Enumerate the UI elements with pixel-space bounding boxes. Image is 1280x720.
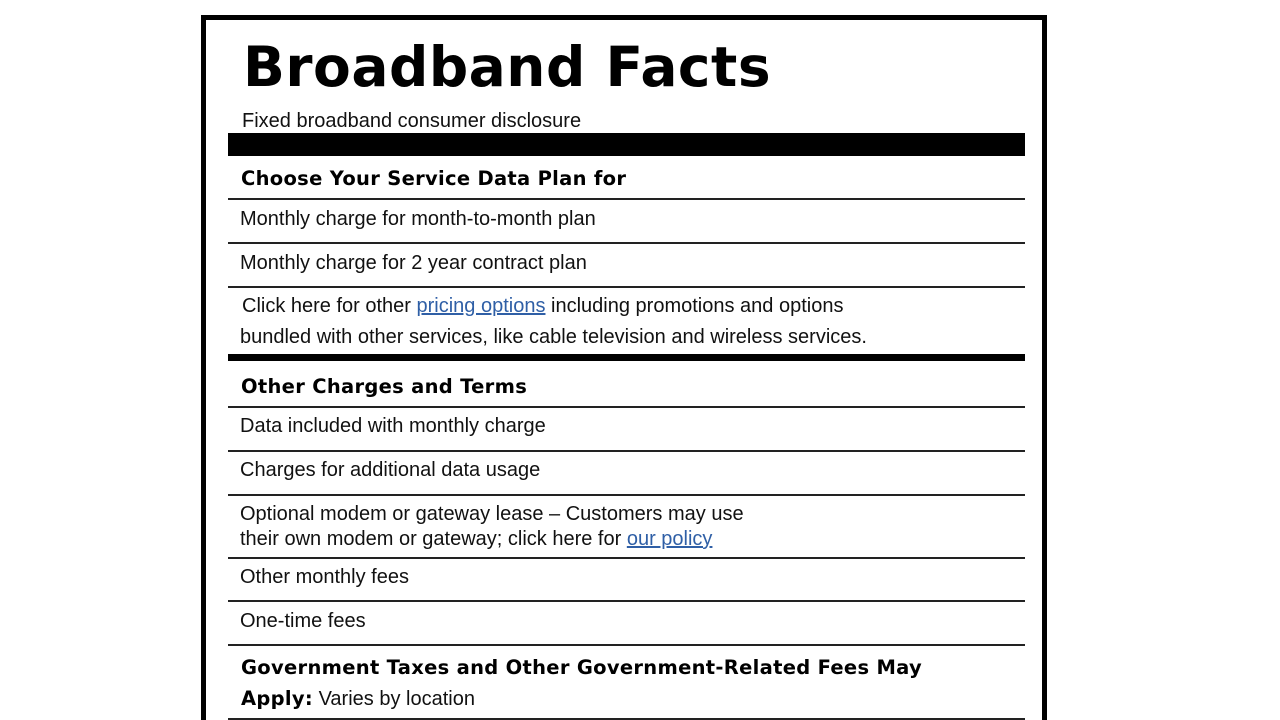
divider <box>228 286 1025 288</box>
government-taxes-heading: Government Taxes and Other Government-Related Fees May <box>241 656 923 679</box>
label-subtitle: Fixed broadband consumer disclosure <box>242 110 582 132</box>
other-charges-heading: Other Charges and Terms <box>241 375 528 398</box>
apply-label: Apply: <box>241 687 314 710</box>
label-title: Broadband Facts <box>243 35 772 99</box>
divider <box>228 494 1025 496</box>
service-plan-heading: Choose Your Service Data Plan for <box>241 167 627 190</box>
row-other-monthly-fees: Other monthly fees <box>240 566 409 588</box>
row-additional-data-charges: Charges for additional data usage <box>240 459 541 481</box>
broadband-facts-label <box>201 15 1047 720</box>
row-2-year-contract-charge: Monthly charge for 2 year contract plan <box>240 252 587 274</box>
modem-note-text: their own modem or gateway; click here for <box>240 528 627 550</box>
divider <box>228 600 1025 602</box>
pricing-note-text: Click here for other <box>242 295 417 317</box>
pricing-options-link[interactable]: pricing options <box>416 295 546 317</box>
pricing-note-line2: bundled with other services, like cable television and wireless services. <box>240 326 867 348</box>
pricing-note-text: including promotions and options <box>545 295 844 317</box>
our-policy-link[interactable]: our policy <box>626 528 713 550</box>
divider <box>228 718 1025 720</box>
divider <box>228 557 1025 559</box>
row-data-included: Data included with monthly charge <box>240 415 546 437</box>
taxes-apply-line <box>241 685 475 713</box>
modem-note-line1: Optional modem or gateway lease – Customers may use <box>240 503 744 525</box>
divider <box>228 406 1025 408</box>
divider <box>228 450 1025 452</box>
header-divider-bar <box>228 133 1025 156</box>
pricing-options-note <box>242 292 843 320</box>
modem-note-line2 <box>240 525 712 553</box>
row-month-to-month-charge: Monthly charge for month-to-month plan <box>240 208 596 230</box>
divider <box>228 242 1025 244</box>
divider <box>228 198 1025 200</box>
section-divider-bar <box>228 354 1025 361</box>
divider <box>228 644 1025 646</box>
row-one-time-fees: One-time fees <box>240 610 366 632</box>
taxes-value: Varies by location <box>313 688 475 710</box>
